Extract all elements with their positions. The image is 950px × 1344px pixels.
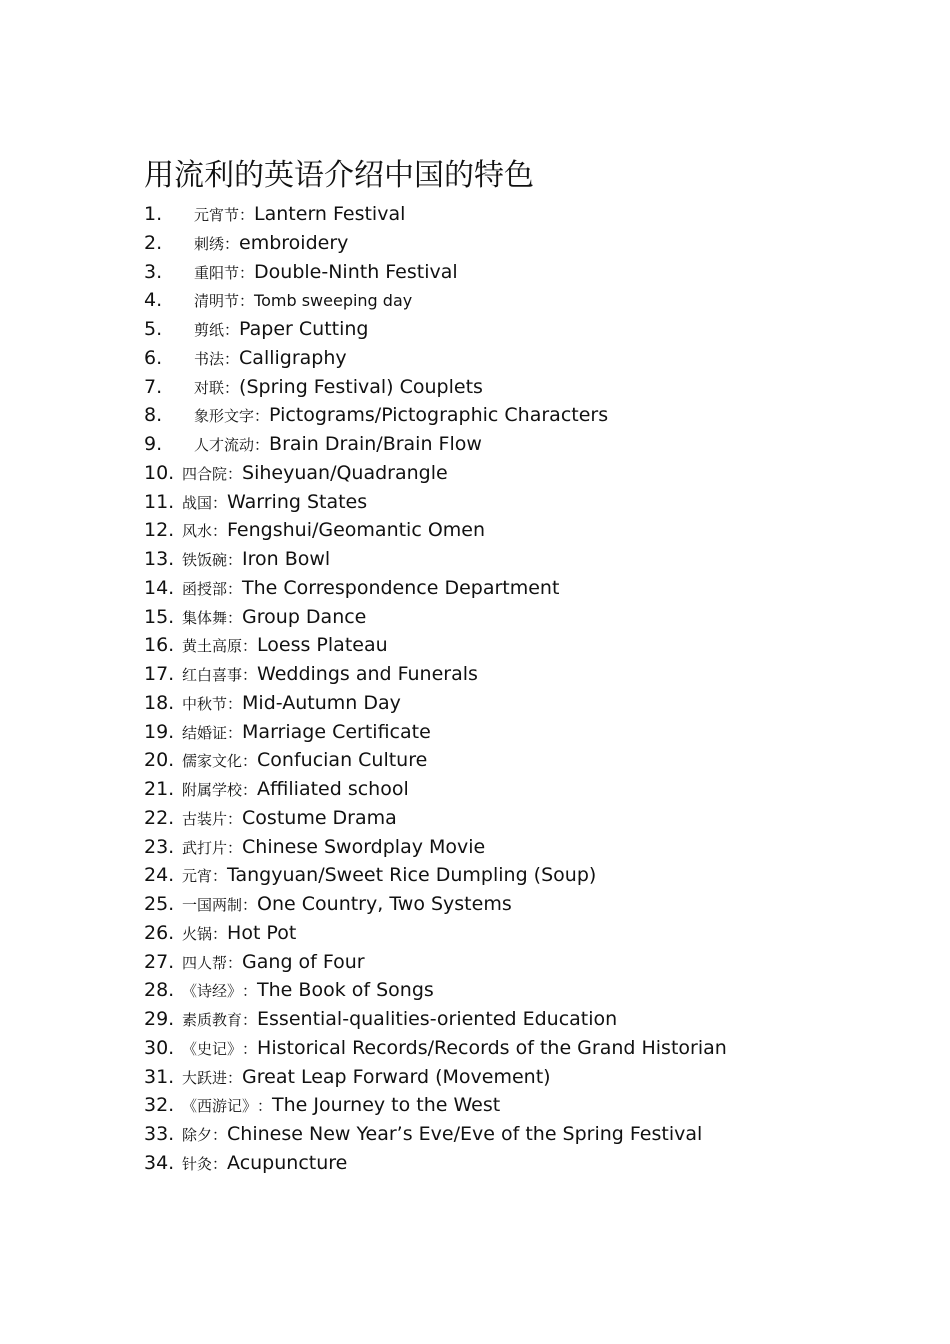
item-english-term: embroidery	[239, 231, 349, 254]
item-number: 19.	[144, 720, 175, 743]
item-number: 12.	[144, 519, 175, 542]
item-chinese-term: 素质教育	[182, 1011, 243, 1029]
item-separator: ：	[227, 1068, 243, 1087]
item-english-term: Lantern Festival	[254, 203, 406, 225]
list-item	[144, 1063, 727, 1092]
list-item	[144, 919, 727, 948]
item-english-term: Historical Records/Records of the Grand Historian	[257, 1036, 727, 1059]
item-separator: ：	[242, 982, 258, 1001]
item-chinese-term: 针灸	[182, 1154, 213, 1173]
list-item	[144, 890, 727, 919]
item-chinese-term: 附属学校	[182, 781, 243, 799]
item-english-term: Great Leap Forward (Movement)	[242, 1065, 551, 1088]
item-separator: ：	[224, 234, 240, 253]
item-number: 10.	[144, 461, 175, 484]
item-chinese-term: 除夕	[182, 1126, 213, 1144]
item-english-term: Affiliated school	[257, 778, 409, 800]
item-chinese-term: 刺绣	[194, 234, 225, 253]
item-chinese-term: 大跃进	[182, 1068, 228, 1087]
item-number: 22.	[144, 806, 175, 829]
item-english-term: Pictograms/Pictographic Characters	[269, 404, 609, 427]
item-chinese-term: 儒家文化	[182, 752, 243, 771]
item-english-term: Essential-qualities-oriented Education	[257, 1008, 618, 1030]
item-number: 33.	[144, 1123, 175, 1145]
item-english-term: Tangyuan/Sweet Rice Dumpling (Soup)	[227, 864, 597, 887]
item-english-term: Mid-Autumn Day	[242, 691, 401, 714]
item-chinese-term: 红白喜事	[182, 666, 243, 684]
list-item	[144, 660, 727, 689]
item-chinese-term: 火锅	[182, 924, 213, 943]
item-separator: ：	[242, 752, 258, 771]
item-english-term: Acupuncture	[227, 1151, 348, 1174]
item-separator: ：	[227, 953, 243, 972]
list-item	[144, 746, 727, 775]
item-separator: ：	[224, 321, 240, 339]
item-separator: ：	[224, 378, 240, 397]
item-number: 1.	[144, 203, 163, 225]
list-item	[144, 459, 727, 488]
list-item	[144, 1149, 727, 1178]
list-item	[144, 976, 727, 1005]
list-item	[144, 1005, 727, 1034]
item-chinese-term: 剪纸	[194, 321, 225, 339]
list-item	[144, 574, 727, 603]
item-separator: ：	[227, 551, 243, 569]
item-number: 9.	[144, 433, 163, 455]
item-separator: ：	[212, 1154, 228, 1173]
list-item	[144, 689, 727, 718]
item-chinese-term: 函授部	[182, 579, 228, 598]
item-chinese-term: 书法	[194, 349, 225, 368]
item-chinese-term: 古装片	[182, 809, 228, 828]
item-number: 31.	[144, 1065, 175, 1088]
list-item	[144, 1034, 727, 1063]
list-item	[144, 286, 727, 315]
item-chinese-term: 对联	[194, 378, 225, 397]
item-separator: ：	[227, 694, 243, 713]
item-chinese-term: 元宵	[182, 867, 213, 886]
item-separator: ：	[254, 436, 270, 454]
item-chinese-term: 人才流动	[194, 436, 255, 454]
item-chinese-term: 四人帮	[182, 953, 228, 972]
item-separator: ：	[212, 867, 228, 886]
item-number: 24.	[144, 864, 175, 887]
list-item	[144, 948, 727, 977]
item-chinese-term: 重阳节	[194, 263, 240, 282]
item-chinese-term: 《诗经》	[182, 982, 243, 1001]
item-separator: ：	[242, 637, 258, 656]
list-item	[144, 258, 727, 287]
item-chinese-term: 战国	[182, 493, 213, 512]
item-chinese-term: 一国两制	[182, 896, 243, 914]
item-chinese-term: 《西游记》	[182, 1097, 258, 1116]
item-number: 14.	[144, 576, 175, 599]
item-number: 30.	[144, 1036, 175, 1059]
item-number: 23.	[144, 835, 175, 858]
item-number: 27.	[144, 950, 175, 973]
list-item	[144, 200, 727, 229]
item-number: 7.	[144, 375, 163, 398]
item-separator: ：	[254, 407, 270, 426]
item-number: 16.	[144, 634, 175, 657]
item-english-term: Loess Plateau	[257, 634, 388, 657]
item-separator: ：	[227, 809, 243, 828]
item-number: 15.	[144, 605, 175, 628]
item-separator: ：	[227, 838, 243, 857]
item-separator: ：	[212, 1126, 228, 1144]
item-number: 11.	[144, 490, 175, 513]
item-english-term: Marriage Certificate	[242, 720, 431, 743]
item-separator: ：	[227, 608, 243, 627]
item-chinese-term: 结婚证	[182, 723, 228, 742]
item-english-term: Confucian Culture	[257, 749, 428, 772]
item-chinese-term: 黄土高原	[182, 637, 243, 656]
list-item	[144, 315, 727, 344]
list-item	[144, 401, 727, 430]
item-number: 5.	[144, 318, 163, 340]
item-separator: ：	[257, 1097, 273, 1116]
list-item	[144, 775, 727, 804]
item-english-term: Iron Bowl	[242, 548, 331, 570]
item-separator: ：	[242, 1011, 258, 1029]
item-number: 3.	[144, 260, 163, 283]
item-number: 28.	[144, 979, 175, 1002]
item-separator: ：	[239, 263, 255, 282]
item-separator: ：	[242, 896, 258, 914]
item-number: 4.	[144, 289, 163, 312]
list-item	[144, 804, 727, 833]
item-separator: ：	[227, 464, 243, 483]
item-number: 17.	[144, 663, 175, 685]
item-separator: ：	[212, 522, 228, 541]
item-english-term: Calligraphy	[239, 346, 347, 369]
list-item	[144, 516, 727, 545]
list-item	[144, 1120, 727, 1149]
item-english-term: Chinese Swordplay Movie	[242, 835, 486, 858]
item-english-term: Costume Drama	[242, 806, 397, 829]
item-separator: ：	[242, 666, 258, 684]
item-english-term: The Correspondence Department	[242, 576, 560, 599]
item-english-term: Weddings and Funerals	[257, 663, 478, 685]
item-english-term: Hot Pot	[227, 921, 297, 944]
item-chinese-term: 中秋节	[182, 694, 228, 713]
item-separator: ：	[227, 579, 243, 598]
item-number: 18.	[144, 691, 175, 714]
item-number: 32.	[144, 1094, 175, 1117]
item-english-term: Gang of Four	[242, 950, 365, 973]
item-chinese-term: 武打片	[182, 838, 228, 857]
item-number: 34.	[144, 1151, 175, 1174]
item-chinese-term: 元宵节	[194, 206, 240, 224]
list-item	[144, 833, 727, 862]
item-separator: ：	[239, 292, 255, 311]
item-english-term: Tomb sweeping day	[254, 291, 413, 311]
item-english-term: (Spring Festival) Couplets	[239, 375, 483, 398]
item-english-term: One Country, Two Systems	[257, 893, 512, 915]
item-number: 8.	[144, 404, 163, 427]
item-chinese-term: 集体舞	[182, 608, 228, 627]
item-number: 13.	[144, 548, 175, 570]
item-chinese-term: 《史记》	[182, 1039, 243, 1058]
item-separator: ：	[242, 1039, 258, 1058]
item-separator: ：	[212, 924, 228, 943]
list-item	[144, 373, 727, 402]
item-english-term: Brain Drain/Brain Flow	[269, 433, 482, 455]
item-chinese-term: 四合院	[182, 464, 228, 483]
item-english-term: Siheyuan/Quadrangle	[242, 461, 448, 484]
item-english-term: Fengshui/Geomantic Omen	[227, 519, 486, 542]
list-item	[144, 1091, 727, 1120]
item-english-term: The Book of Songs	[257, 979, 434, 1002]
item-number: 21.	[144, 778, 175, 800]
item-chinese-term: 铁饭碗	[182, 551, 228, 569]
item-chinese-term: 清明节	[194, 292, 240, 311]
item-number: 25.	[144, 893, 175, 915]
item-english-term: Double-Ninth Festival	[254, 260, 458, 283]
item-separator: ：	[227, 723, 243, 742]
list-item	[144, 718, 727, 747]
item-separator: ：	[239, 206, 255, 224]
item-number: 20.	[144, 749, 175, 772]
item-english-term: Group Dance	[242, 605, 367, 628]
item-english-term: Paper Cutting	[239, 318, 369, 340]
list-item	[144, 631, 727, 660]
item-separator: ：	[242, 781, 258, 799]
list-item	[144, 229, 727, 258]
list-item	[144, 861, 727, 890]
item-chinese-term: 风水	[182, 522, 213, 541]
item-separator: ：	[212, 493, 228, 512]
list-item	[144, 344, 727, 373]
page-title: 用流利的英语介绍中国的特色	[144, 158, 534, 194]
list-item	[144, 488, 727, 517]
item-number: 2.	[144, 231, 163, 254]
term-list	[144, 200, 727, 1178]
list-item	[144, 430, 727, 459]
list-item	[144, 603, 727, 632]
item-number: 6.	[144, 346, 163, 369]
item-separator: ：	[224, 349, 240, 368]
item-english-term: Warring States	[227, 490, 368, 513]
item-number: 26.	[144, 921, 175, 944]
list-item	[144, 545, 727, 574]
item-english-term: Chinese New Year’s Eve/Eve of the Spring Festival	[227, 1123, 703, 1145]
item-english-term: The Journey to the West	[272, 1094, 501, 1117]
item-number: 29.	[144, 1008, 175, 1030]
item-chinese-term: 象形文字	[194, 407, 255, 426]
